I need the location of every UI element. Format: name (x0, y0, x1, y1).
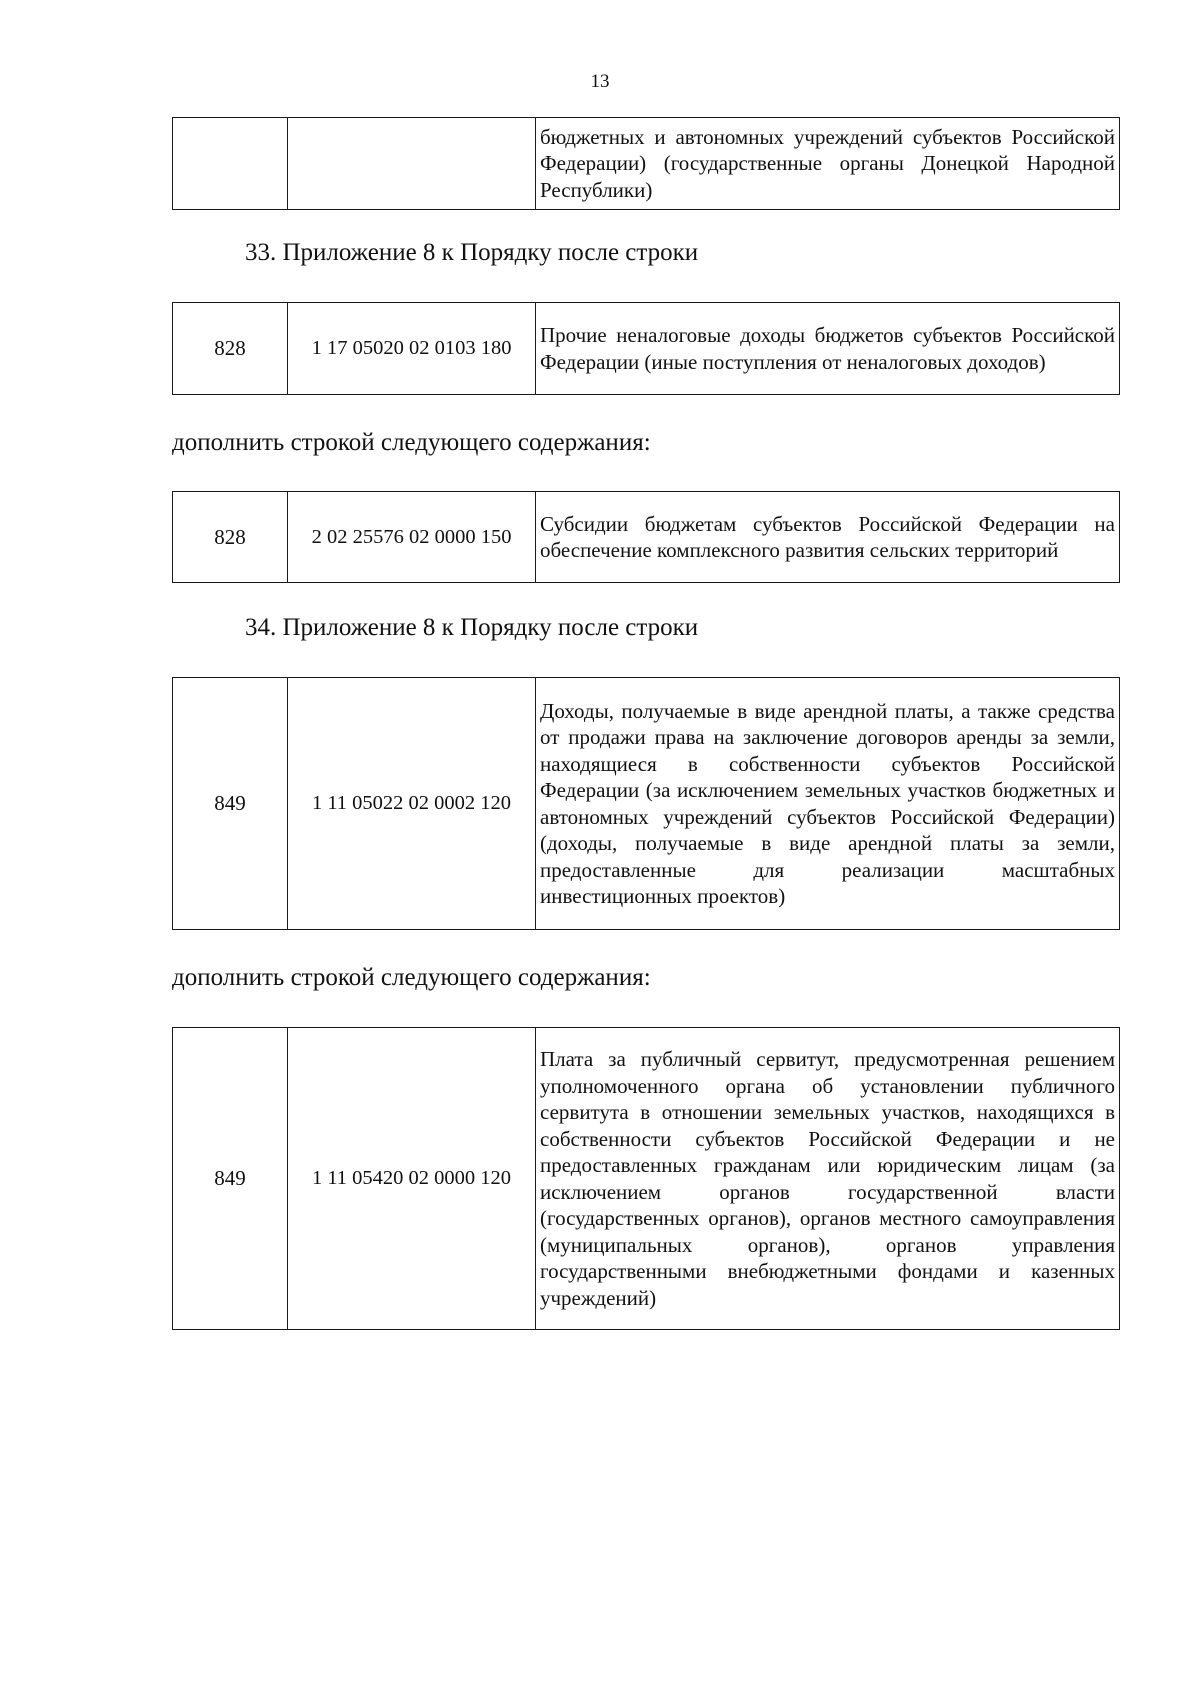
budget-code-cell: 2 02 25576 02 0000 150 (288, 492, 536, 583)
section-heading-34: 34. Приложение 8 к Порядку после строки (245, 614, 699, 641)
table-row (173, 492, 1120, 583)
description-cell: Субсидии бюджетам субъектов Российской Федерации на обеспечение комплексного развития сельских территорий (536, 492, 1120, 583)
code-number-cell: 828 (173, 303, 288, 395)
code-number-cell: 849 (173, 1028, 288, 1330)
description-cell: Доходы, получаемые в виде арендной платы, а также средства от продажи права на заключение договоров аренды за земли, находящиеся в собственности субъектов Российской Федерации (за исключением земельных участков бюджетных и автономных учреждений субъектов Российской Федерации) (доходы, получаемые в виде арендной платы за земли, предоставленные для реализации масштабных инвестиционных проектов) (536, 678, 1120, 930)
table-row (173, 303, 1120, 395)
section-heading-33: 33. Приложение 8 к Порядку после строки (245, 239, 699, 266)
after-row-table-34 (172, 677, 1120, 930)
new-row-table-33 (172, 491, 1120, 583)
instruction-text-33: дополнить строкой следующего содержания: (172, 429, 651, 456)
description-cell: бюджетных и автономных учреждений субъектов Российской Федерации) (государственные органы Донецкой Народной Республики) (536, 118, 1120, 210)
code-number-cell (173, 118, 288, 210)
instruction-text-34: дополнить строкой следующего содержания: (172, 964, 651, 991)
code-number-cell: 828 (173, 492, 288, 583)
new-row-table-34 (172, 1027, 1120, 1330)
table-row (173, 118, 1120, 210)
budget-code-cell: 1 17 05020 02 0103 180 (288, 303, 536, 395)
after-row-table-33 (172, 302, 1120, 395)
table-row (173, 1028, 1120, 1330)
budget-code-cell (288, 118, 536, 210)
budget-code-cell: 1 11 05420 02 0000 120 (288, 1028, 536, 1330)
table-row (173, 678, 1120, 930)
budget-code-cell: 1 11 05022 02 0002 120 (288, 678, 536, 930)
page-number: 13 (590, 71, 610, 92)
continued-table (172, 117, 1120, 210)
description-cell: Плата за публичный сервитут, предусмотренная решением уполномоченного органа об установлении публичного сервитута в отношении земельных участков, находящихся в собственности субъектов Российской Федерации и не предоставленных гражданам или юридическим лицам (за исключением органов государственной власти (государственных органов), органов местного самоуправления (муниципальных органов), органов управления государственными внебюджетными фондами и казенных учреждений) (536, 1028, 1120, 1330)
description-cell: Прочие неналоговые доходы бюджетов субъектов Российской Федерации (иные поступления от неналоговых доходов) (536, 303, 1120, 395)
code-number-cell: 849 (173, 678, 288, 930)
